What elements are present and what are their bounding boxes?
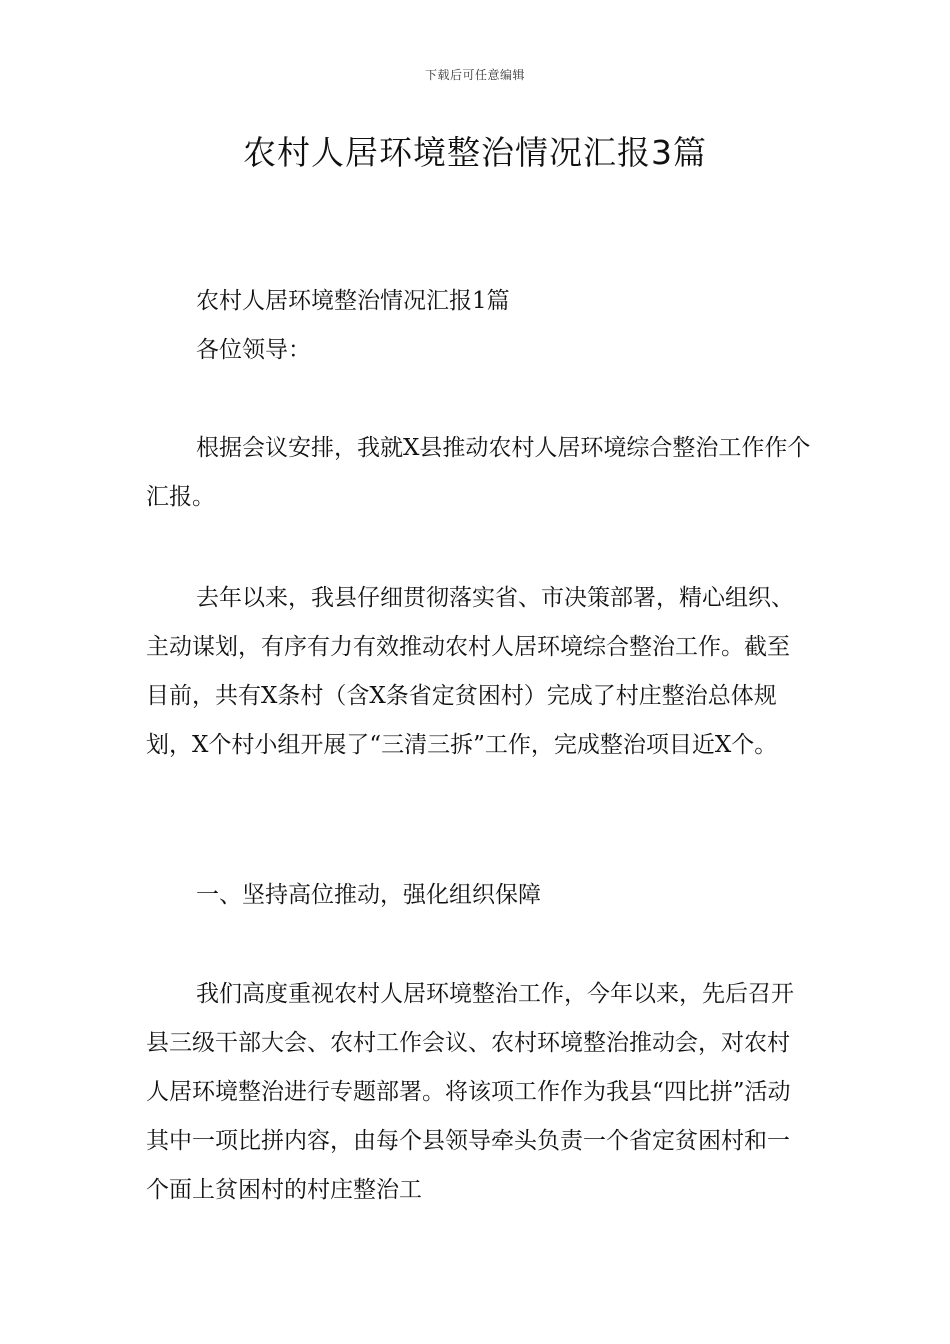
salutation: 各位领导： <box>196 337 311 363</box>
document-title: 农村人居环境整治情况汇报3篇 <box>243 133 707 172</box>
section-subtitle: 农村人居环境整治情况汇报1篇 <box>196 288 510 314</box>
header-note: 下载后可任意编辑 <box>424 68 525 82</box>
paragraph-intro: 根据会议安排，我就X县推动农村人居环境综合整治工作作个汇报。 <box>146 435 811 510</box>
paragraph-detail-1: 我们高度重视农村人居环境整治工作，今年以来，先后召开县三级干部大会、农村工作会议、农村环境整治推动会，对农村人居环境整治进行专题部署。将该项工作作为我县“四比拼”活动其中一项比拼内容，由每个县领导牵头负责一个省定贫困村和一个面上贫困村的村庄整治工 <box>146 981 794 1203</box>
paragraph-overview: 去年以来，我县仔细贯彻落实省、市决策部署，精心组织、主动谋划，有序有力有效推动农村人居环境综合整治工作。截至目前，共有X条村（含X条省定贫困村）完成了村庄整治总体规划，X个村小组开展了“三清三拆”工作，完成整治项目近X个。 <box>146 585 794 758</box>
section-heading-1: 一、坚持高位推动，强化组织保障 <box>196 882 541 908</box>
